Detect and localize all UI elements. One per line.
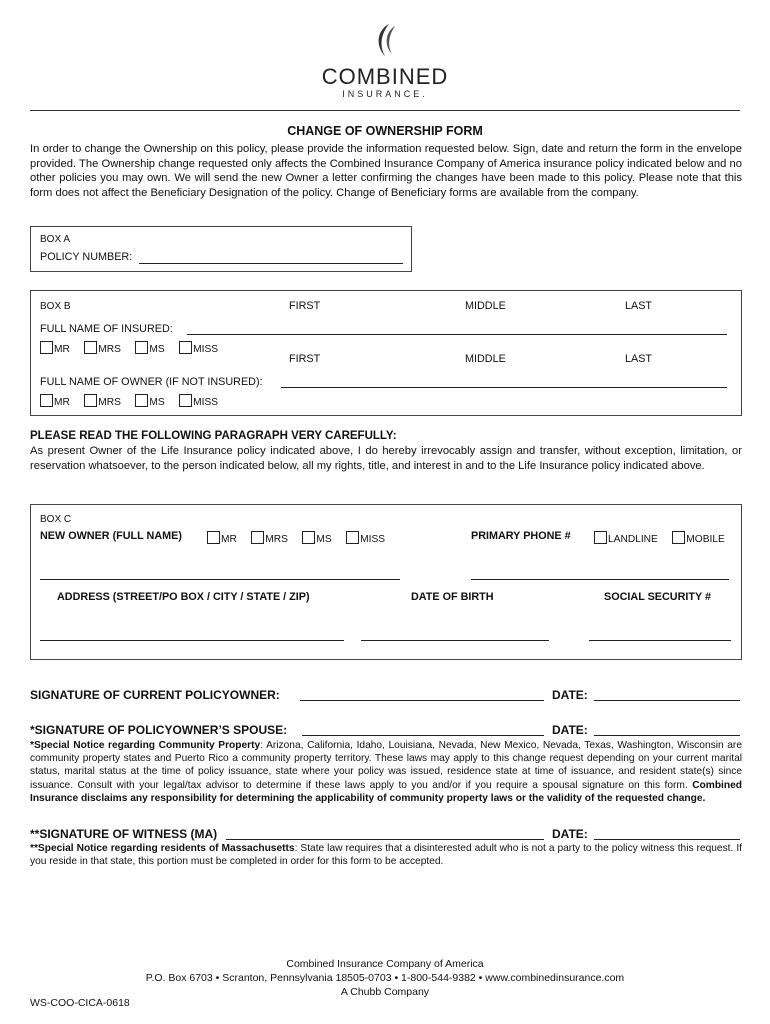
first-header: FIRST: [289, 300, 321, 312]
swoosh-icon: [365, 22, 405, 60]
form-code: WS-COO-CICA-0618: [30, 997, 130, 1009]
new-owner-title-options: MR MRS MS MISS: [207, 529, 395, 547]
owner-name-label: FULL NAME OF OWNER (IF NOT INSURED):: [40, 376, 263, 388]
company-logo: [0, 22, 770, 100]
dob-label: DATE OF BIRTH: [411, 591, 494, 603]
new-owner-ms-checkbox[interactable]: [302, 531, 315, 544]
owner-date-label: DATE:: [552, 688, 588, 702]
new-owner-label: NEW OWNER (FULL NAME): [40, 530, 182, 542]
new-owner-mrs-checkbox[interactable]: [251, 531, 264, 544]
massachusetts-notice: **Special Notice regarding residents of Massachusetts: State law requires that a disinterested adult who is not a party to the policy witness this request. If you reside in that state, this portion must be completed in order for this form to be accepted.: [30, 843, 742, 868]
logo-subtitle: INSURANCE.: [342, 89, 428, 99]
owner-mr-checkbox[interactable]: [40, 394, 53, 407]
primary-phone-field[interactable]: [471, 579, 729, 580]
spouse-date-label: DATE:: [552, 723, 588, 737]
box-a-label: BOX A: [40, 234, 71, 245]
new-owner-miss-checkbox[interactable]: [346, 531, 359, 544]
middle-header-2: MIDDLE: [465, 353, 506, 365]
new-owner-mr-checkbox[interactable]: [207, 531, 220, 544]
ssn-label: SOCIAL SECURITY #: [604, 591, 711, 603]
policy-number-label: POLICY NUMBER:: [40, 251, 133, 263]
box-a: [30, 226, 412, 272]
insured-title-options: MR MRS MS MISS: [40, 339, 228, 357]
insured-mrs-checkbox[interactable]: [84, 341, 97, 354]
owner-name-field[interactable]: [281, 387, 727, 388]
phone-type-options: LANDLINE MOBILE: [594, 529, 725, 547]
middle-header: MIDDLE: [465, 300, 506, 312]
last-header: LAST: [625, 300, 653, 312]
footer-chubb: A Chubb Company: [340, 986, 430, 998]
owner-mrs-checkbox[interactable]: [84, 394, 97, 407]
address-field[interactable]: [40, 640, 344, 641]
witness-signature-label: **SIGNATURE OF WITNESS (MA): [30, 827, 218, 841]
community-property-notice: *Special Notice regarding Community Property: Arizona, California, Idaho, Louisiana, Nevada, New Mexico, Nevada, Texas, Washington, Wisconsin are community property states and Puerto Rico a community property territory. These laws may apply to this change request depending on your current marital status, marital status at the time of policy issuance, state where your policy was issued, residence state at time of issuance, and resident state(s) since issuance. Consult with your legal/tax advisor to determine if these laws apply to you and/or if you require a spousal signature on this form. Combined Insurance disclaims any responsibility for determining the applicability of community property laws or the validity of the requested change.: [30, 740, 742, 804]
owner-signature-field[interactable]: [300, 700, 544, 701]
insured-name-field[interactable]: [187, 334, 727, 335]
box-b-label: BOX B: [40, 301, 71, 312]
owner-date-field[interactable]: [594, 700, 740, 701]
header-divider: [30, 110, 740, 111]
assignment-paragraph: As present Owner of the Life Insurance policy indicated above, I do hereby irrevocably assign and transfer, without exception, limitation, or reservation whatsoever, to the person indicated below, all my rights, title, and interest in and to the Life Insurance policy indicated above.: [30, 445, 742, 472]
dob-field[interactable]: [361, 640, 549, 641]
landline-checkbox[interactable]: [594, 531, 607, 544]
spouse-signature-field[interactable]: [302, 735, 544, 736]
insured-ms-checkbox[interactable]: [135, 341, 148, 354]
owner-title-options: MR MRS MS MISS: [40, 392, 228, 410]
witness-date-label: DATE:: [552, 827, 588, 841]
logo-wordmark: COMBINED: [321, 64, 449, 89]
spouse-signature-label: *SIGNATURE OF POLICYOWNER’S SPOUSE:: [30, 723, 288, 737]
intro-paragraph: In order to change the Ownership on this policy, please provide the information requested below. Sign, date and return the form in the envelope provided. The Ownership change requested only affects the Combined Insurance Company of America insurance policy indicated below and no other policies you may own. We will send the new Owner a letter confirming the changes have been made to this policy. Please note that this form does not affect the Beneficiary Designation of the policy. Change of Beneficiary forms are available from the company.: [30, 143, 742, 199]
footer-company: Combined Insurance Company of America: [286, 958, 484, 970]
mobile-checkbox[interactable]: [672, 531, 685, 544]
witness-signature-field[interactable]: [226, 839, 544, 840]
form-title: CHANGE OF OWNERSHIP FORM: [287, 124, 483, 138]
new-owner-name-field[interactable]: [40, 579, 400, 580]
insured-mr-checkbox[interactable]: [40, 341, 53, 354]
ssn-field[interactable]: [589, 640, 731, 641]
insured-miss-checkbox[interactable]: [179, 341, 192, 354]
witness-date-field[interactable]: [594, 839, 740, 840]
policy-number-field[interactable]: [139, 263, 403, 264]
owner-miss-checkbox[interactable]: [179, 394, 192, 407]
box-c-label: BOX C: [40, 514, 72, 525]
address-label: ADDRESS (STREET/PO BOX / CITY / STATE / ZIP): [57, 591, 310, 603]
spouse-date-field[interactable]: [594, 735, 740, 736]
footer-address: P.O. Box 6703 • Scranton, Pennsylvania 18505-0703 • 1-800-544-9382 • www.combinedinsurance.com: [145, 972, 625, 984]
last-header-2: LAST: [625, 353, 653, 365]
owner-ms-checkbox[interactable]: [135, 394, 148, 407]
primary-phone-label: PRIMARY PHONE #: [471, 530, 571, 542]
box-c: [30, 504, 742, 660]
box-b: [30, 290, 742, 416]
insured-name-label: FULL NAME OF INSURED:: [40, 323, 173, 335]
read-carefully-heading: PLEASE READ THE FOLLOWING PARAGRAPH VERY CAREFULLY:: [30, 430, 397, 442]
first-header-2: FIRST: [289, 353, 321, 365]
owner-signature-label: SIGNATURE OF CURRENT POLICYOWNER:: [30, 688, 280, 702]
